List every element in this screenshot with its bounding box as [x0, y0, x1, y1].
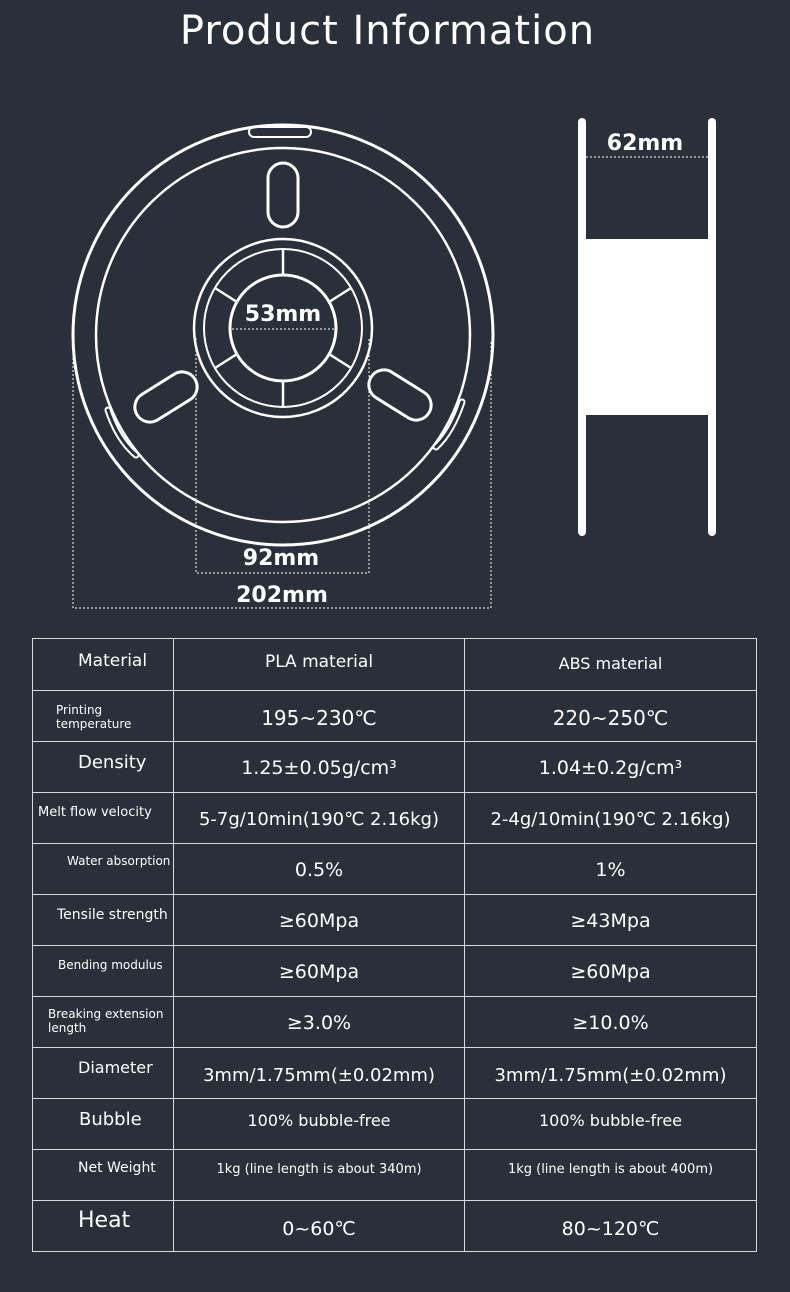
header-label: Material: [33, 639, 174, 691]
spool-right-hole: [363, 364, 437, 425]
spool-side-core: [584, 239, 710, 415]
table-row: [33, 895, 757, 946]
row-abs: 2-4g/10min(190℃ 2.16kg): [465, 793, 757, 844]
table-row: [33, 1201, 757, 1252]
row-pla: ≥60Mpa: [174, 946, 465, 997]
spool-inner-rim: [96, 148, 470, 522]
row-label: Bubble: [33, 1099, 174, 1150]
inner-diameter-label: 53mm: [244, 302, 322, 327]
row-abs: ≥10.0%: [465, 997, 757, 1048]
row-label: Density: [33, 742, 174, 793]
table-row: [33, 691, 757, 742]
spec-table: [32, 638, 757, 1252]
row-abs: 1%: [465, 844, 757, 895]
row-abs: 1.04±0.2g/cm³: [465, 742, 757, 793]
row-abs: ≥60Mpa: [465, 946, 757, 997]
row-pla: 5-7g/10min(190℃ 2.16kg): [174, 793, 465, 844]
row-label: Printing temperature: [33, 691, 174, 742]
row-label: Melt flow velocity: [33, 793, 174, 844]
page-title: Product Information: [179, 8, 596, 54]
table-row: [33, 793, 757, 844]
row-abs: 220~250℃: [465, 691, 757, 742]
spool-top-hole: [268, 163, 298, 227]
row-pla: ≥60Mpa: [174, 895, 465, 946]
row-pla: 195~230℃: [174, 691, 465, 742]
row-pla: ≥3.0%: [174, 997, 465, 1048]
row-label: Breaking extension length: [33, 997, 174, 1048]
spool-left-hole: [129, 366, 203, 427]
table-header-row: [33, 639, 757, 691]
header-abs: ABS material: [465, 639, 757, 691]
row-abs: 3mm/1.75mm(±0.02mm): [465, 1048, 757, 1099]
table-row: [33, 1048, 757, 1099]
row-abs: 80~120℃: [465, 1201, 757, 1252]
table-row: [33, 844, 757, 895]
row-abs: 100% bubble-free: [465, 1099, 757, 1150]
row-pla: 1.25±0.05g/cm³: [174, 742, 465, 793]
row-abs: ≥43Mpa: [465, 895, 757, 946]
row-pla: 0.5%: [174, 844, 465, 895]
hub-diameter-label: 92mm: [242, 546, 320, 571]
table-row: [33, 997, 757, 1048]
row-label: Net Weight: [33, 1150, 174, 1201]
row-abs: 1kg (line length is about 400m): [465, 1150, 757, 1201]
spool-diagram: [0, 0, 790, 630]
header-pla: PLA material: [174, 639, 465, 691]
row-label: Bending modulus: [33, 946, 174, 997]
spool-top-notch: [249, 127, 311, 137]
spool-outer-rim: [73, 125, 493, 545]
row-pla: 0~60℃: [174, 1201, 465, 1252]
spool-hub-bore: [230, 275, 336, 381]
table-row: [33, 1099, 757, 1150]
row-label: Tensile strength: [33, 895, 174, 946]
row-label: Diameter: [33, 1048, 174, 1099]
row-label: Heat: [33, 1201, 174, 1252]
outer-diameter-label: 202mm: [236, 583, 328, 608]
row-label: Water absorption: [33, 844, 174, 895]
row-pla: 3mm/1.75mm(±0.02mm): [174, 1048, 465, 1099]
row-pla: 100% bubble-free: [174, 1099, 465, 1150]
spool-width-label: 62mm: [606, 131, 684, 156]
row-pla: 1kg (line length is about 340m): [174, 1150, 465, 1201]
table-row: [33, 742, 757, 793]
table-row: [33, 946, 757, 997]
table-row: [33, 1150, 757, 1201]
